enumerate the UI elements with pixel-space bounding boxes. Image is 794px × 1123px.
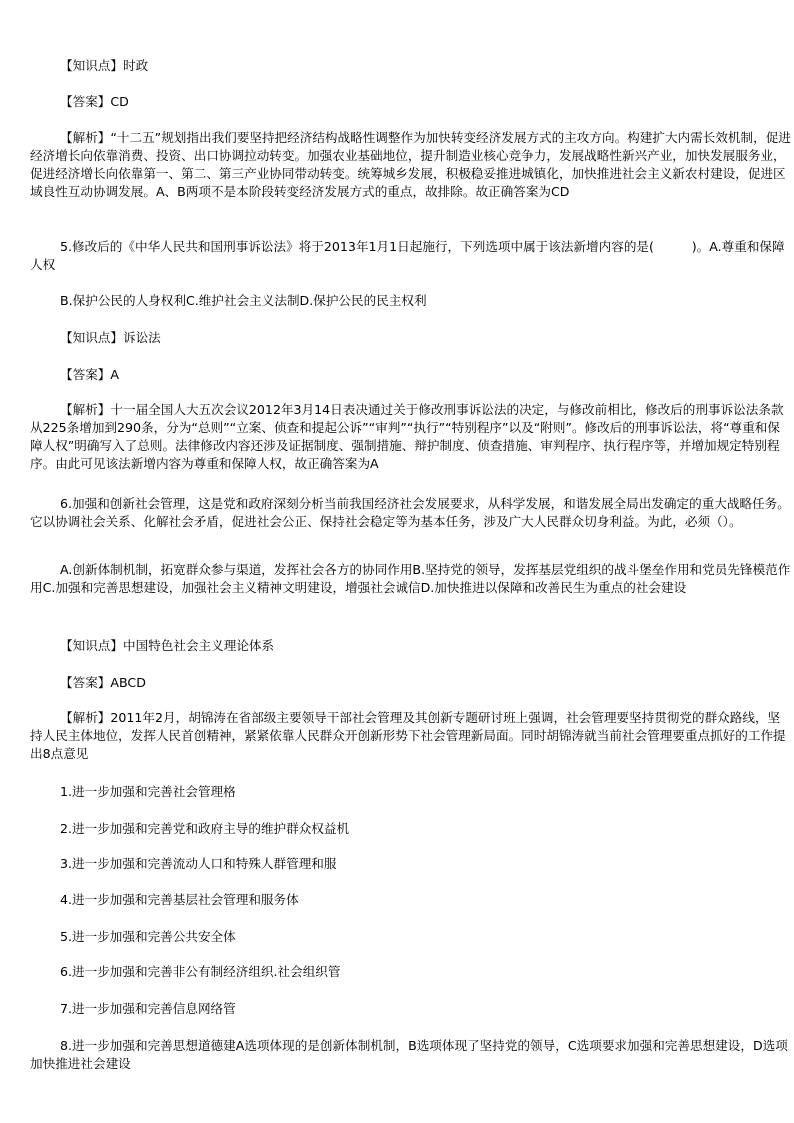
text: 时政 xyxy=(122,58,149,73)
answer-3 xyxy=(30,674,792,692)
label: 【知识点】 xyxy=(60,330,123,345)
question-6 xyxy=(30,495,792,531)
explanation-1 xyxy=(30,129,792,201)
knowledge-point-3 xyxy=(30,637,792,655)
point-5 xyxy=(30,928,792,946)
explanation-3 xyxy=(30,709,792,763)
point-2 xyxy=(30,820,792,838)
point-3 xyxy=(30,855,792,873)
text: 6.进一步加强和完善非公有制经济组织.社会组织管 xyxy=(60,964,341,979)
label: 【答案】 xyxy=(60,367,111,382)
answer-1 xyxy=(30,93,792,111)
text: 2011年2月，胡锦涛在省部级主要领导干部社会管理及其创新专题研讨班上强调，社会管理要坚持贯彻党的群众路线，坚持人民主体地位，发挥人民首创精神，紧紧依靠人民群众开创新形势下社会管理新局面。同时胡锦涛就当前社会管理要重点抓好的工作提出8点意见 xyxy=(30,710,786,761)
text: B.保护公民的人身权利C.维护社会主义法制D.保护公民的民主权利 xyxy=(60,293,427,308)
text: 5.修改后的《中华人民共和国刑事诉讼法》将于2013年1月1日起施行，下列选项中属于该法新增内容的是( )。A.尊重和保障人权 xyxy=(30,239,785,272)
label: 【解析】 xyxy=(60,402,111,417)
text: A xyxy=(110,367,119,382)
label: 【知识点】 xyxy=(60,638,123,653)
text: 4.进一步加强和完善基层社会管理和服务体 xyxy=(60,892,299,907)
label: 【解析】 xyxy=(60,710,111,725)
answer-2 xyxy=(30,366,792,384)
text: 6.加强和创新社会管理，这是党和政府深刻分析当前我国经济社会发展要求，从科学发展，和谐发展全局出发确定的重大战略任务。它以协调社会关系、化解社会矛盾，促进社会公正、保持社会稳定等为基本任务，涉及广大人民群众切身利益。为此，必须（）。 xyxy=(30,496,790,529)
question-6-options xyxy=(30,561,792,597)
text: CD xyxy=(110,94,129,109)
point-8 xyxy=(30,1037,792,1073)
text: 十一届全国人大五次会议2012年3月14日表决通过关于修改刑事诉讼法的决定，与修改前相比，修改后的刑事诉讼法条款从225条增加到290条，分为“总则”“立案、侦查和提起公诉”“审判”“执行”“特别程序”以及“附则”。修改后的刑事诉讼法，将“尊重和保障人权”明确写入了总则。法律修改内容还涉及证据制度、强制措施、辩护制度、侦查措施、审判程序、执行程序等，并增加规定特别程序。由此可见该法新增内容为尊重和保障人权，故正确答案为A xyxy=(30,402,784,471)
text: 5.进一步加强和完善公共安全体 xyxy=(60,929,236,944)
text: 1.进一步加强和完善社会管理格 xyxy=(60,784,236,799)
text: 3.进一步加强和完善流动人口和特殊人群管理和服 xyxy=(60,856,337,871)
label: 【答案】 xyxy=(60,94,111,109)
text: 8.进一步加强和完善思想道德建A选项体现的是创新体制机制，B选项体现了坚持党的领导，C选项要求加强和完善思想建设，D选项加快推进社会建设 xyxy=(30,1038,788,1071)
label: 【解析】 xyxy=(60,130,111,145)
point-4 xyxy=(30,891,792,909)
label: 【知识点】 xyxy=(60,58,123,73)
point-1 xyxy=(30,783,792,801)
text: 中国特色社会主义理论体系 xyxy=(122,638,275,653)
text: 7.进一步加强和完善信息网络管 xyxy=(60,1001,236,1016)
text: “十二五”规划指出我们要坚持把经济结构战略性调整作为加快转变经济发展方式的主攻方向。构建扩大内需长效机制，促进经济增长向依靠消费、投资、出口协调拉动转变。加强农业基础地位，提升制造业核心竞争力，发展战略性新兴产业，加快发展服务业，促进经济增长向依靠第一、第二、第三产业协同带动转变。统筹城乡发展，积极稳妥推进城镇化，加快推进社会主义新农村建设，促进区域良性互动协调发展。A、B两项不是本阶段转变经济发展方式的重点，故排除。故正确答案为CD xyxy=(30,130,791,199)
text: 2.进一步加强和完善党和政府主导的维护群众权益机 xyxy=(60,821,350,836)
label: 【答案】 xyxy=(60,675,111,690)
explanation-2 xyxy=(30,401,792,473)
point-7 xyxy=(30,1000,792,1018)
knowledge-point-2 xyxy=(30,329,792,347)
text: 诉讼法 xyxy=(122,330,161,345)
point-6 xyxy=(30,963,792,981)
knowledge-point-1 xyxy=(30,57,792,75)
text: A.创新体制机制，拓宽群众参与渠道，发挥社会各方的协同作用B.坚持党的领导，发挥基层党组织的战斗堡垒作用和党员先锋模范作用C.加强和完善思想建设，加强社会主义精神文明建设，增强社会诚信D.加快推进以保障和改善民生为重点的社会建设 xyxy=(30,562,791,595)
question-5-options xyxy=(30,292,792,310)
question-5 xyxy=(30,238,792,274)
text: ABCD xyxy=(110,675,146,690)
